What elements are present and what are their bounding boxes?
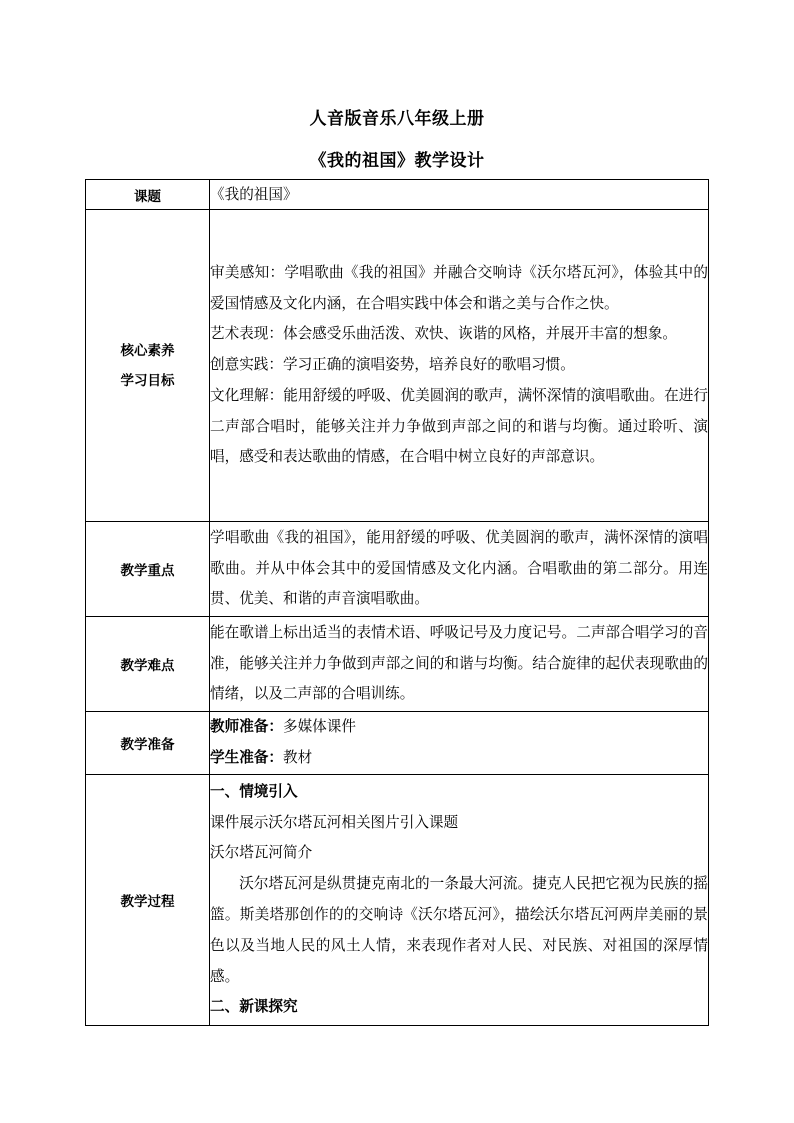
objective-cultural: 文化理解：能用舒缓的呼吸、优美圆润的歌声，满怀深情的演唱歌曲。在进行二声部合唱时，能够关注并力争做到声部之间的和谐与均衡。通过聆听、演唱，感受和表达歌曲的情感，在合唱中树立良好的声部意识。: [210, 386, 708, 466]
student-preparation-label: 学生准备：: [210, 749, 283, 766]
difficulties-label: 教学难点: [86, 617, 210, 712]
process-section-2-heading: 二、新课探究: [210, 998, 298, 1016]
topic-label: 课题: [86, 180, 210, 210]
document-title: 人音版音乐八年级上册: [309, 109, 485, 129]
objective-aesthetic: 审美感知：学唱歌曲《我的祖国》并融合交响诗《沃尔塔瓦河》，体验其中的爱国情感及文化内涵，在合唱实践中体会和谐之美与合作之快。: [210, 263, 708, 312]
table-row-process: [86, 775, 709, 1026]
preparation-label: 教学准备: [86, 712, 210, 775]
process-line-1: 课件展示沃尔塔瓦河相关图片引入课题: [210, 813, 459, 831]
table-row-preparation: [86, 712, 709, 775]
teacher-preparation-value: 多媒体课件: [282, 718, 356, 736]
difficulties-content: 能在歌谱上标出适当的表情术语、呼吸记号及力度记号。二声部合唱学习的音准，能够关注并力争做到声部之间的和谐与均衡。结合旋律的起伏表现歌曲的情绪，以及二声部的合唱训练。: [210, 617, 709, 712]
document-subtitle: 《我的祖国》教学设计: [309, 151, 485, 171]
preparation-content: [210, 712, 709, 775]
core-label-line-1: 核心素养: [120, 342, 175, 359]
process-label: 教学过程: [86, 775, 210, 1026]
process-section-1-heading: 一、情境引入: [210, 782, 298, 800]
student-preparation: [210, 743, 708, 774]
table-row-topic: [86, 180, 709, 210]
lesson-plan-table: [85, 179, 709, 1026]
process-line-2: 沃尔塔瓦河简介: [210, 844, 313, 862]
table-row-key-points: [86, 522, 709, 617]
core-objectives-content: [210, 210, 709, 522]
topic-value: 《我的祖国》: [210, 180, 709, 210]
key-points-content: 学唱歌曲《我的祖国》，能用舒缓的呼吸、优美圆润的歌声，满怀深情的演唱歌曲。并从中体会其中的爱国情感及文化内涵。合唱歌曲的第二部分。用连贯、优美、和谐的声音演唱歌曲。: [210, 522, 709, 617]
objective-creative: 创意实践：学习正确的演唱姿势，培养良好的歌唱习惯。: [210, 356, 575, 374]
key-points-label: 教学重点: [86, 522, 210, 617]
process-paragraph: 沃尔塔瓦河是纵贯捷克南北的一条最大河流。捷克人民把它视为民族的摇篮。斯美塔那创作的的交响诗《沃尔塔瓦河》，描绘沃尔塔瓦河两岸美丽的景色以及当地人民的风土人情，来表现作者对人民、对民族、对祖国的深厚情感。: [210, 875, 708, 985]
student-preparation-value: 教材: [282, 749, 313, 766]
table-row-difficulties: [86, 617, 709, 712]
teacher-preparation-label: 教师准备：: [210, 718, 283, 736]
process-content: [210, 775, 709, 1026]
core-label-line-2: 学习目标: [120, 372, 175, 389]
core-objectives-label: [86, 210, 210, 522]
objective-artistic: 艺术表现：体会感受乐曲活泼、欢快、诙谐的风格，并展开丰富的想象。: [210, 325, 678, 343]
teacher-preparation: [210, 712, 708, 743]
table-row-core-objectives: [86, 210, 709, 522]
